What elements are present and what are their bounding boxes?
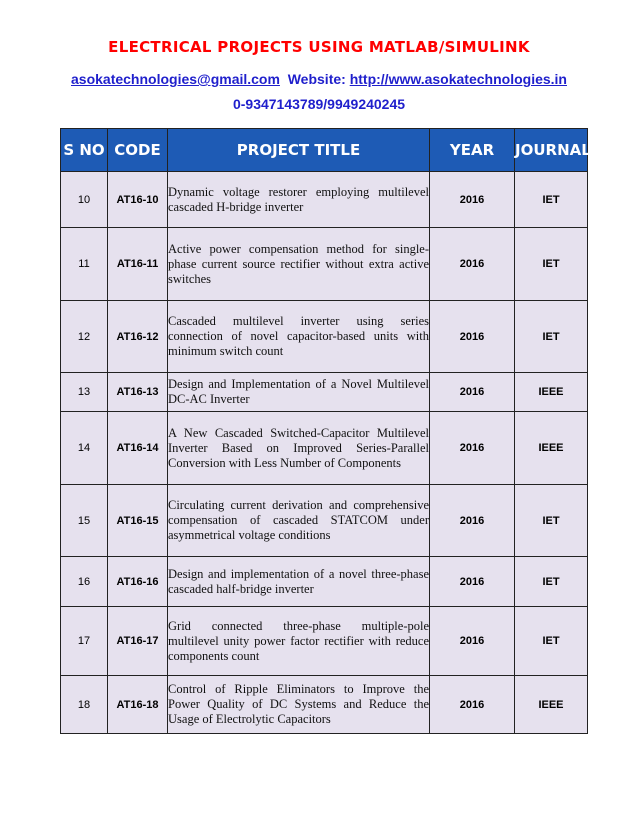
cell-sno: 15 [61,485,108,557]
cell-code: AT16-10 [108,172,168,228]
website-link[interactable]: http://www.asokatechnologies.in [349,71,567,87]
cell-journal: IET [515,228,588,301]
cell-year: 2016 [430,412,515,485]
table-header-row [61,129,588,172]
cell-journal: IET [515,301,588,373]
cell-year: 2016 [430,373,515,412]
cell-title: Active power compensation method for single-phase current source rectifier without extra active switches [168,228,430,301]
cell-title: A New Cascaded Switched-Capacitor Multilevel Inverter Based on Improved Series-Parallel Conversion with Less Number of Components [168,412,430,485]
cell-journal: IET [515,557,588,607]
spacer [280,71,284,87]
table-row [61,607,588,676]
cell-sno: 11 [61,228,108,301]
cell-code: AT16-14 [108,412,168,485]
cell-sno: 14 [61,412,108,485]
cell-code: AT16-18 [108,676,168,734]
website-label: Website: [287,71,346,87]
cell-code: AT16-15 [108,485,168,557]
cell-title: Grid connected three-phase multiple-pole multilevel unity power factor rectifier with reduce components count [168,607,430,676]
phone-number: 0-9347143789/9949240245 [232,96,406,112]
column-header-year: YEAR [430,129,515,172]
email-link[interactable]: asokatechnologies@gmail.com [71,71,280,87]
cell-title: Dynamic voltage restorer employing multilevel cascaded H-bridge inverter [168,172,430,228]
column-header-journal: JOURNAL [515,129,588,172]
cell-code: AT16-16 [108,557,168,607]
cell-journal: IEEE [515,676,588,734]
cell-year: 2016 [430,172,515,228]
table-row [61,557,588,607]
cell-title: Control of Ripple Eliminators to Improve the Power Quality of DC Systems and Reduce the Usage of Electrolytic Capacitors [168,676,430,734]
column-header-title: PROJECT TITLE [168,129,430,172]
cell-year: 2016 [430,676,515,734]
cell-sno: 16 [61,557,108,607]
cell-code: AT16-13 [108,373,168,412]
table-row [61,172,588,228]
cell-code: AT16-12 [108,301,168,373]
column-header-code: CODE [108,129,168,172]
table-row [61,676,588,734]
page-title: ELECTRICAL PROJECTS USING MATLAB/SIMULINK [108,38,530,56]
cell-year: 2016 [430,301,515,373]
contact-line [0,71,638,87]
table-row [61,301,588,373]
cell-year: 2016 [430,607,515,676]
cell-journal: IEEE [515,373,588,412]
cell-title: Circulating current derivation and comprehensive compensation of cascaded STATCOM under asymmetrical voltage conditions [168,485,430,557]
cell-sno: 17 [61,607,108,676]
table-row [61,228,588,301]
cell-journal: IEEE [515,412,588,485]
cell-sno: 10 [61,172,108,228]
cell-journal: IET [515,172,588,228]
cell-journal: IET [515,607,588,676]
cell-sno: 18 [61,676,108,734]
table-row [61,485,588,557]
table-row [61,412,588,485]
cell-journal: IET [515,485,588,557]
cell-title: Cascaded multilevel inverter using series connection of novel capacitor-based units with minimum switch count [168,301,430,373]
cell-code: AT16-11 [108,228,168,301]
column-header-sno: S NO [61,129,108,172]
cell-title: Design and implementation of a novel three-phase cascaded half-bridge inverter [168,557,430,607]
cell-year: 2016 [430,485,515,557]
projects-table [60,128,591,734]
cell-title: Design and Implementation of a Novel Multilevel DC-AC Inverter [168,373,430,412]
cell-code: AT16-17 [108,607,168,676]
table-row [61,373,588,412]
cell-year: 2016 [430,228,515,301]
cell-sno: 12 [61,301,108,373]
cell-sno: 13 [61,373,108,412]
cell-year: 2016 [430,557,515,607]
